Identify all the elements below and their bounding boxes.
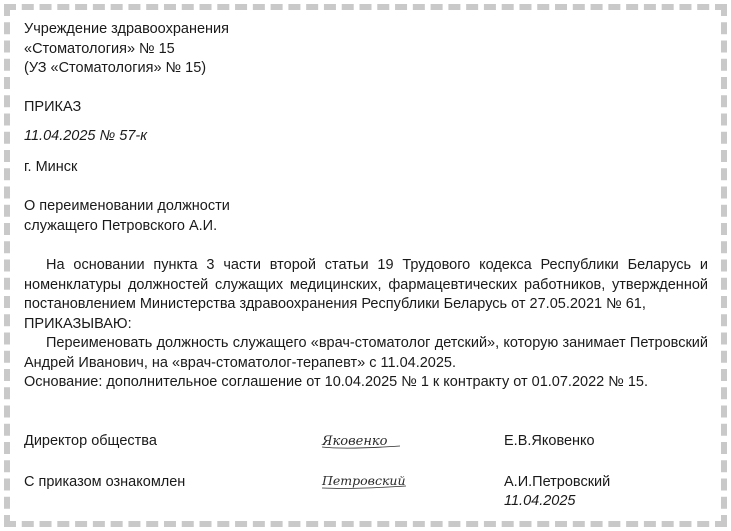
basis-paragraph: На основании пункта 3 части второй статьи 19 Трудового кодекса Республики Беларусь и номенклатуры должностей служащих медицинских, фармацевтических работников, утвержденной постановлением Министерства здравоохранения Республики Беларусь от 27.05.2021 № 61, — [24, 257, 708, 312]
director-signature-row — [24, 432, 714, 454]
order-grounds: Основание: дополнительное соглашение от 10.04.2025 № 1 к контракту от 01.07.2022 № 15. — [24, 374, 648, 390]
order-paragraph: Переименовать должность служащего «врач-стоматолог детский», которую занимает Петровский Андрей Иванович, на «врач-стоматолог-терапевт» с 11.04.2025. — [24, 335, 708, 371]
director-name: Е.В.Яковенко — [504, 433, 595, 449]
order-city: г. Минск — [24, 158, 78, 175]
employee-name: А.И.Петровский — [504, 474, 611, 490]
director-signature-glyphs: Яковенко — [322, 434, 388, 449]
org-name-line1: Учреждение здравоохранения — [24, 21, 229, 37]
order-date-number: 11.04.2025 № 57-к — [24, 128, 148, 144]
acknowledgement-row — [24, 473, 714, 509]
employee-signature — [320, 471, 410, 493]
director-signature — [320, 430, 410, 452]
order-subject-line1: О переименовании должности — [24, 198, 230, 214]
acknowledgement-title: С приказом ознакомлен — [24, 474, 186, 490]
order-word: ПРИКАЗЫВАЮ: — [24, 315, 132, 332]
org-name-line2: «Стоматология» № 15 — [24, 40, 175, 57]
org-short-name: (УЗ «Стоматология» № 15) — [24, 60, 207, 76]
acknowledgement-date: 11.04.2025 — [504, 493, 576, 509]
order-subject-line2: служащего Петровского А.И. — [24, 217, 218, 234]
order-document — [24, 20, 714, 393]
director-title: Директор общества — [24, 433, 157, 449]
order-title: ПРИКАЗ — [24, 98, 82, 115]
employee-signature-glyphs: Петровский — [322, 473, 406, 488]
